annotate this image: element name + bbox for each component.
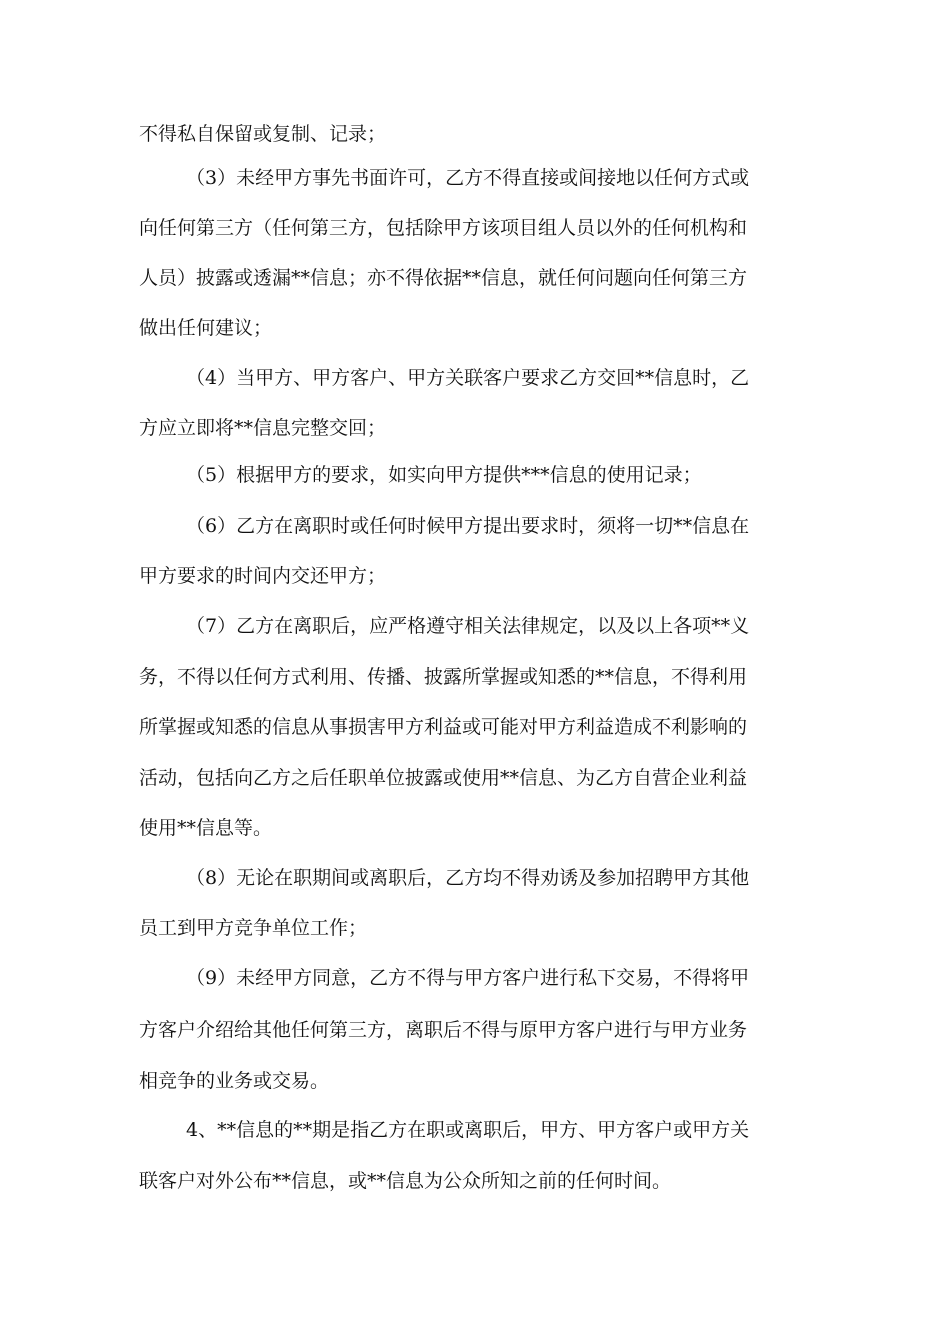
text-line: 务，不得以任何方式利用、传播、披露所掌握或知悉的**信息，不得利用 — [139, 666, 748, 688]
text-line: 不得私自保留或复制、记录； — [139, 123, 387, 145]
text-line: （7）乙方在离职后，应严格遵守相关法律规定，以及以上各项**义 — [186, 615, 750, 637]
text-line: 所掌握或知悉的信息从事损害甲方利益或可能对甲方利益造成不利影响的 — [139, 716, 748, 738]
text-line: （8）无论在职期间或离职后，乙方均不得劝诱及参加招聘甲方其他 — [186, 867, 750, 889]
text-line: （3）未经甲方事先书面许可，乙方不得直接或间接地以任何方式或 — [186, 167, 750, 189]
text-line: （4）当甲方、甲方客户、甲方关联客户要求乙方交回**信息时，乙 — [186, 367, 750, 389]
text-line: 4、**信息的**期是指乙方在职或离职后，甲方、甲方客户或甲方关 — [186, 1119, 750, 1141]
text-line: 人员）披露或透漏**信息；亦不得依据**信息，就任何问题向任何第三方 — [139, 267, 748, 289]
text-line: 联客户对外公布**信息，或**信息为公众所知之前的任何时间。 — [139, 1170, 672, 1192]
text-line: 方客户介绍给其他任何第三方，离职后不得与原甲方客户进行与甲方业务 — [139, 1019, 748, 1041]
text-line: 员工到甲方竞争单位工作； — [139, 917, 368, 939]
text-line: 方应立即将**信息完整交回； — [139, 417, 387, 439]
text-line: 向任何第三方（任何第三方，包括除甲方该项目组人员以外的任何机构和 — [139, 217, 748, 239]
text-line: （6）乙方在离职时或任何时候甲方提出要求时，须将一切**信息在 — [186, 515, 750, 537]
text-line: 活动，包括向乙方之后任职单位披露或使用**信息、为乙方自营企业利益 — [139, 767, 748, 789]
text-line: 甲方要求的时间内交还甲方； — [139, 565, 387, 587]
text-line: （5）根据甲方的要求，如实向甲方提供***信息的使用记录； — [186, 464, 702, 486]
text-line: 做出任何建议； — [139, 317, 273, 339]
text-line: 使用**信息等。 — [139, 817, 273, 839]
text-line: 相竞争的业务或交易。 — [139, 1070, 330, 1092]
text-line: （9）未经甲方同意，乙方不得与甲方客户进行私下交易，不得将甲 — [186, 967, 750, 989]
